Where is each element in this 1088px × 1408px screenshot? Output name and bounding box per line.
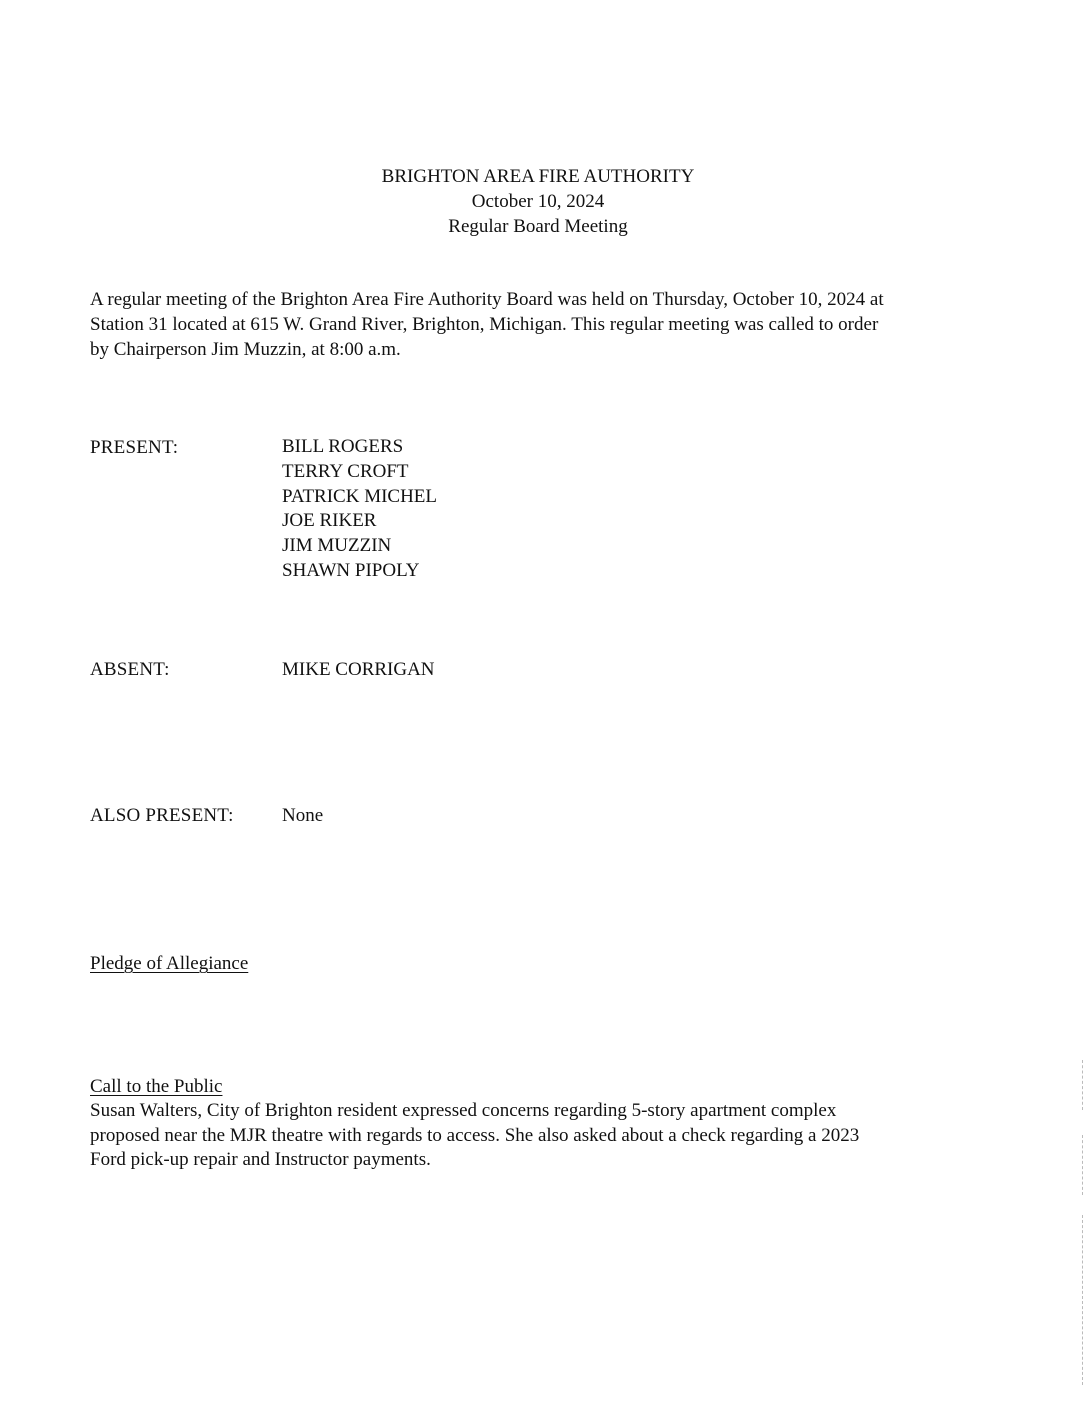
pledge-heading: Pledge of Allegiance xyxy=(90,953,249,974)
present-name: JOE RIKER xyxy=(282,510,377,532)
present-name: JIM MUZZIN xyxy=(282,535,392,557)
scan-edge-mark xyxy=(1082,1135,1084,1195)
call-to-public-text xyxy=(90,1099,990,1173)
intro-line: by Chairperson Jim Muzzin, at 8:00 a.m. xyxy=(90,339,401,360)
meeting-date: October 10, 2024 xyxy=(471,191,605,212)
absent-label: ABSENT: xyxy=(90,659,170,680)
meeting-type: Regular Board Meeting xyxy=(448,216,628,237)
also-present-value: None xyxy=(282,805,324,826)
present-names-list xyxy=(282,435,437,584)
public-line: Ford pick-up repair and Instructor payments. xyxy=(90,1149,431,1170)
present-name: PATRICK MICHEL xyxy=(282,485,438,507)
also-present-label: ALSO PRESENT: xyxy=(90,805,234,826)
absent-name: MIKE CORRIGAN xyxy=(282,659,435,680)
intro-paragraph xyxy=(90,287,1000,362)
organization-title: BRIGHTON AREA FIRE AUTHORITY xyxy=(381,166,695,187)
intro-line: A regular meeting of the Brighton Area Fire Authority Board was held on Thursday, October 10, 2024 at xyxy=(90,289,884,310)
document-header xyxy=(0,164,1076,239)
present-label: PRESENT: xyxy=(90,437,179,458)
scan-edge-mark xyxy=(1082,1215,1084,1385)
intro-line: Station 31 located at 615 W. Grand River, Brighton, Michigan. This regular meeting was called to order xyxy=(90,314,879,335)
present-name: TERRY CROFT xyxy=(282,460,409,482)
present-name: BILL ROGERS xyxy=(282,436,404,457)
scan-edge-mark xyxy=(1082,1060,1084,1110)
public-line: proposed near the MJR theatre with regards to access. She also asked about a check regarding a 2023 xyxy=(90,1124,860,1146)
call-to-public-heading: Call to the Public xyxy=(90,1076,223,1097)
public-line: Susan Walters, City of Brighton resident expressed concerns regarding 5-story apartment complex xyxy=(90,1100,837,1121)
present-name: SHAWN PIPOLY xyxy=(282,559,420,581)
